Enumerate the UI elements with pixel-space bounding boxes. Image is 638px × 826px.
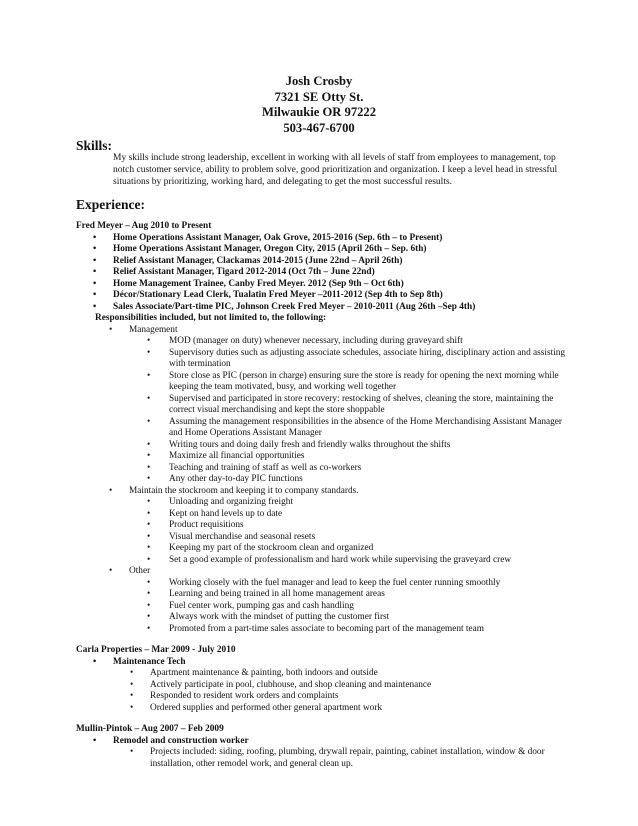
group-label: Other [129,566,151,576]
duty-item: • Keeping my part of the stockroom clean and organized [169,543,576,555]
carla-duties [76,668,576,714]
carla-positions [76,657,576,669]
experience-section [76,221,576,770]
duty-item: • Promoted from a part-time sales associate to becoming part of the management team [169,624,576,636]
responsibilities-heading: Responsibilities included, but not limited to, the following: [95,313,327,323]
employer-mullin-pintok: Mullin-Pintok – Aug 2007 – Feb 2009 [76,724,224,734]
employer-fred-meyer: Fred Meyer – Aug 2010 to Present [76,221,212,231]
position-item: • Relief Assistant Manager, Tigard 2012-2014 (Oct 7th – June 22nd) [113,267,576,279]
duty-item: • Always work with the mindset of putting the customer first [169,612,576,624]
group-stockroom [129,486,576,567]
duty-item: • Maximize all financial opportunities [169,451,576,463]
duty-item: • Responded to resident work orders and complaints [150,691,576,703]
employer-carla-properties: Carla Properties – Mar 2009 - July 2010 [76,645,236,655]
position-item: • Sales Associate/Part-time PIC, Johnson Creek Fred Meyer – 2010-2011 (Aug 26th –Sep 4th) [113,302,576,314]
duty-item: • Apartment maintenance & painting, both indoors and outside [150,668,576,680]
position-item: • Remodel and construction worker [113,736,576,748]
duty-item: • Writing tours and doing daily fresh and friendly walks throughout the shifts [169,440,576,452]
stockroom-duties [129,497,576,566]
duty-item: • Projects included: siding, roofing, plumbing, drywall repair, painting, cabinet installation, window & door installation, other remodel work, and general clean up. [150,747,576,770]
responsibility-groups [76,325,576,636]
duty-item: • Learning and being trained in all home management areas [169,589,576,601]
duty-item: • Assuming the management responsibilities in the absence of the Home Merchandising Assistant Manager and Home Operations Assistant Manager [169,417,576,440]
experience-heading: Experience: [76,197,145,212]
group-management [129,325,576,486]
duty-item: • Fuel center work, pumping gas and cash handling [169,601,576,613]
mullin-positions [76,736,576,748]
duty-item: • Product requisitions [169,520,576,532]
position-item: • Relief Assistant Manager, Clackamas 2014-2015 (June 22nd – April 26th) [113,256,576,268]
duty-item: • Kept on hand levels up to date [169,509,576,521]
group-label: Management [129,324,178,335]
position-item: • Home Management Trainee, Canby Fred Meyer. 2012 (Sep 9th – Oct 6th) [113,279,576,291]
candidate-name: Josh Crosby [285,74,353,88]
skills-heading: Skills: [76,138,113,153]
group-label: Maintain the stockroom and keeping it to company standards. [129,485,359,496]
skills-paragraph: My skills include strong leadership, excellent in working with all levels of staff from employees to management, top notch customer service, ability to problem solve, good prioritization and organization. I keep a level head in stressful situations by prioritizing, working hard, and delegating to get the most successful results. [113,153,558,188]
duty-item: • Supervisory duties such as adjusting associate schedules, associate hiring, disciplinary action and assisting with termination [169,348,576,371]
position-item: • Home Operations Assistant Manager, Oregon City, 2015 (April 26th – Sep. 6th) [113,244,576,256]
duty-item: • Visual merchandise and seasonal resets [169,532,576,544]
duty-item: • Ordered supplies and performed other general apartment work [150,703,576,715]
duty-item: • Unloading and organizing freight [169,497,576,509]
management-duties [129,336,576,486]
mullin-duties [76,747,576,770]
duty-item: • Working closely with the fuel manager and lead to keep the fuel center running smoothly [169,578,576,590]
city-state-zip: Milwaukie OR 97222 [261,105,377,119]
fred-meyer-positions [76,233,576,314]
phone-number: 503-467-6700 [283,120,355,135]
other-duties [129,578,576,636]
duty-item: • Actively participate in pool, clubhouse, and shop cleaning and maintenance [150,680,576,692]
duty-item: • MOD (manager on duty) whenever necessary, including during graveyard shift [169,336,576,348]
duty-item: • Any other day-to-day PIC functions [169,474,576,486]
street-address: 7321 SE Otty St. [274,89,364,104]
duty-item: • Set a good example of professionalism and hard work while supervising the graveyard crew [169,555,576,567]
duty-item: • Teaching and training of staff as well as co-workers [169,463,576,475]
position-item: • Décor/Stationary Lead Clerk, Tualatin Fred Meyer –2011-2012 (Sep 4th to Sep 8th) [113,290,576,302]
duty-item: • Store close as PIC (person in charge) ensuring sure the store is ready for opening the next morning while keeping the team motivated, busy, and working well together [169,371,576,394]
group-other [129,566,576,635]
position-item: • Maintenance Tech [113,657,576,669]
contact-header [0,74,638,136]
position-item: • Home Operations Assistant Manager, Oak Grove, 2015-2016 (Sep. 6th – to Present) [113,233,576,245]
duty-item: • Supervised and participated in store recovery: restocking of shelves, cleaning the store, maintaining the correct visual merchandising and kept the store shoppable [169,394,576,417]
